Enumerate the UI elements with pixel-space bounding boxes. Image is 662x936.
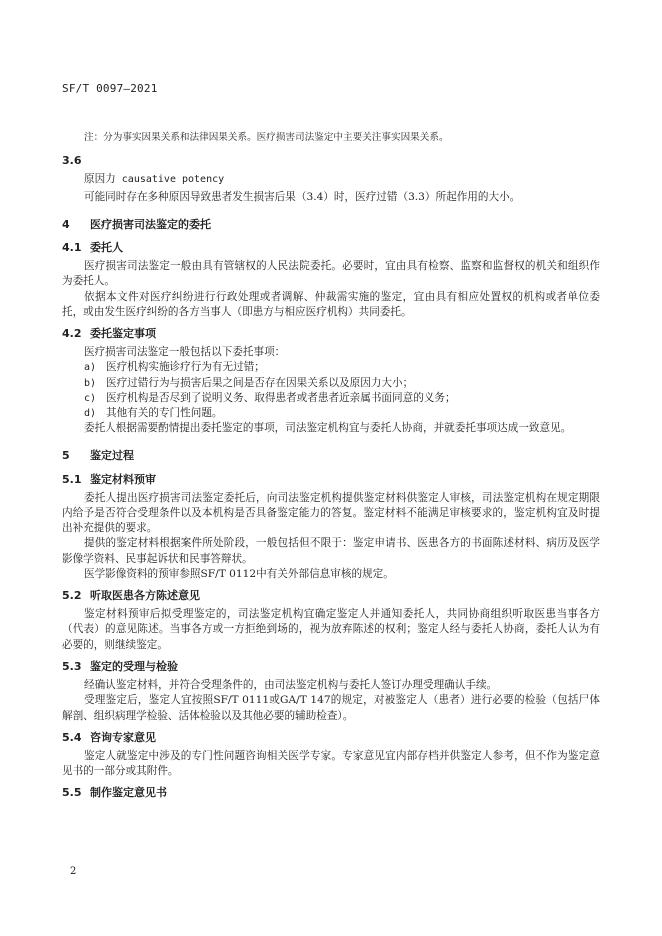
section-title: 鉴定的受理与检验 bbox=[90, 659, 178, 673]
section-number: 4.2 bbox=[62, 327, 82, 341]
list-item bbox=[62, 360, 600, 375]
paragraph: 提供的鉴定材料根据案件所处阶段，一般包括但不限于：鉴定申请书、医患各方的书面陈述材料、病历及医学影像学资料、民事起诉状和民事答辩状。 bbox=[62, 537, 600, 565]
section-5-1-heading bbox=[62, 472, 600, 487]
list-text: 医疗机构实施诊疗行为有无过错； bbox=[106, 361, 265, 374]
note-text: 注：分为事实因果关系和法律因果关系。医疗损害司法鉴定中主要关注事实因果关系。 bbox=[84, 132, 449, 143]
section-title: 咨询专家意见 bbox=[90, 730, 156, 744]
section-5-3-heading bbox=[62, 659, 600, 674]
section-4-2-heading bbox=[62, 326, 600, 341]
section-title: 听取医患各方陈述意见 bbox=[90, 589, 200, 603]
section-4-1-heading bbox=[62, 240, 600, 255]
paragraph: 医疗损害司法鉴定一般包括以下委托事项： bbox=[84, 346, 286, 359]
page-number: 2 bbox=[70, 866, 77, 877]
term-chinese: 原因力 bbox=[84, 173, 116, 186]
section-number: 5.5 bbox=[62, 786, 82, 800]
paragraph: 依据本文件对医疗纠纷进行行政处理或者调解、仲裁需实施的鉴定，宜由具有相应处置权的机构或者单位委托，或由发生医疗纠纷的各方当事人（即患方与相应医疗机构）共同委托。 bbox=[62, 290, 600, 318]
list-item bbox=[62, 391, 600, 406]
term-number: 3.6 bbox=[62, 154, 82, 168]
paragraph: 经确认鉴定材料，并符合受理条件的，由司法鉴定机构与委托人签订办理受理确认手续。 bbox=[84, 679, 498, 692]
paragraph: 鉴定人就鉴定中涉及的专门性问题咨询相关医学专家。专家意见宜内部存档并供鉴定人参考，但不作为鉴定意见书的一部分或其附件。 bbox=[62, 749, 600, 778]
paragraph: 鉴定材料预审后拟受理鉴定的，司法鉴定机构宜确定鉴定人并通知委托人，共同协商组织听取医患当事各方（代表）的意见陈述。当事各方或一方拒绝到场的，视为放弃陈述的权利；鉴定人经与委托人协商，委托人认为有必要的，则继续鉴定。 bbox=[62, 608, 600, 651]
section-5-4-heading bbox=[62, 730, 600, 745]
section-5-heading bbox=[62, 448, 600, 463]
paragraph: 医疗损害司法鉴定一般由具有管辖权的人民法院委托。必要时，宜由具有检察、监察和监督权的机关和组织作为委托人。 bbox=[62, 260, 600, 288]
section-title: 委托人 bbox=[90, 241, 123, 255]
section-5-2-heading bbox=[62, 588, 600, 603]
paragraph: 委托人提出医疗损害司法鉴定委托后，向司法鉴定机构提供鉴定材料供鉴定人审核，司法鉴定机构在规定期限内给予是否符合受理条件以及本机构是否具备鉴定能力的答复。鉴定材料不能满足审核要求的，鉴定机构宜及时提出补充提供的要求。 bbox=[62, 491, 600, 535]
paragraph: 受理鉴定后，鉴定人宜按照SF/T 0111或GA/T 147的规定，对被鉴定人（患者）进行必要的检验（包括尸体解剖、组织病理学检验、活体检验以及其他必要的辅助检查）。 bbox=[62, 694, 600, 722]
section-title: 鉴定过程 bbox=[90, 449, 134, 463]
list-label: c) bbox=[84, 392, 97, 404]
section-number: 5.4 bbox=[62, 730, 82, 744]
term-definition: 可能同时存在多种原因导致患者发生损害后果（3.4）时，医疗过错（3.3）所起作用的大小。 bbox=[84, 190, 521, 203]
paragraph: 医学影像资料的预审参照SF/T 0112中有关外部信息审核的规定。 bbox=[84, 567, 394, 580]
section-number: 5 bbox=[62, 449, 70, 463]
paragraph: 委托人根据需要酌情提出委托鉴定的事项，司法鉴定机构宜与委托人协商，并就委托事项达成一致意见。 bbox=[84, 422, 572, 435]
section-number: 5.2 bbox=[62, 589, 82, 603]
list-item bbox=[62, 406, 600, 421]
list-label: b) bbox=[84, 377, 97, 389]
section-title: 制作鉴定意见书 bbox=[90, 786, 167, 800]
document-body bbox=[62, 130, 600, 805]
list-label: a) bbox=[84, 362, 97, 374]
section-5-5-heading bbox=[62, 785, 600, 800]
list-text: 医疗过错行为与损害后果之间是否存在因果关系以及原因力大小； bbox=[106, 376, 414, 389]
section-number: 5.3 bbox=[62, 659, 82, 673]
term-entry bbox=[62, 172, 600, 187]
section-number: 5.1 bbox=[62, 472, 82, 486]
section-4-heading bbox=[62, 217, 600, 232]
section-number: 4 bbox=[62, 217, 70, 231]
section-number: 4.1 bbox=[62, 241, 82, 255]
term-english: causative potency bbox=[121, 174, 225, 186]
section-title: 鉴定材料预审 bbox=[90, 472, 156, 486]
section-title: 医疗损害司法鉴定的委托 bbox=[90, 217, 211, 231]
section-title: 委托鉴定事项 bbox=[90, 327, 156, 341]
list-label: d) bbox=[84, 408, 97, 420]
document-id-header: SF/T 0097—2021 bbox=[62, 82, 158, 95]
list-item bbox=[62, 376, 600, 391]
list-text: 其他有关的专门性问题。 bbox=[106, 407, 223, 420]
list-text: 医疗机构是否尽到了说明义务、取得患者或者患者近亲属书面同意的义务； bbox=[106, 391, 456, 404]
